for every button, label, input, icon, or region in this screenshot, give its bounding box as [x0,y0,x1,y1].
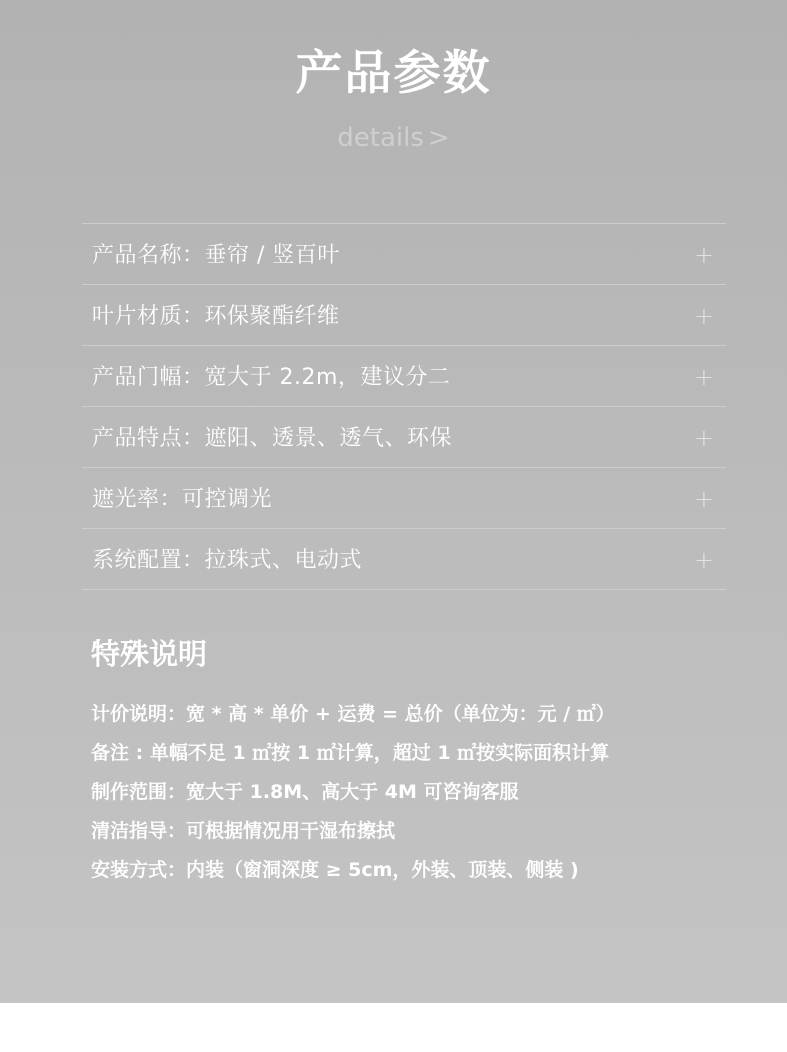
plus-icon[interactable]: + [693,363,714,391]
note-pricing: 计价说明：宽 * 高 * 单价 + 运费 = 总价（单位为：元 / ㎡） [91,703,615,725]
page-title: 产品参数 [295,46,492,101]
chevron-right-icon: > [427,123,450,153]
plus-icon[interactable]: + [693,302,714,330]
plus-icon[interactable]: + [693,241,714,269]
note-cleaning: 清洁指导：可根据情况用干湿布擦拭 [91,820,396,842]
spec-label: 遮光率：可控调光 [92,487,273,512]
spec-label: 叶片材质：环保聚酯纤维 [92,304,340,329]
details-subtitle [0,120,787,156]
note-installation: 安装方式：内装（窗洞深度 ≥ 5cm，外装、顶装、侧装 ) [91,859,579,881]
spec-row-system[interactable] [82,529,726,590]
spec-label: 产品门幅：宽大于 2.2m，建议分二 [92,365,451,390]
plus-icon[interactable]: + [693,424,714,452]
spec-row-name[interactable] [82,224,726,285]
note-remark: 备注 : 单幅不足 1 ㎡按 1 ㎡计算，超过 1 ㎡按实际面积计算 [91,742,610,764]
spec-label: 产品特点：遮阳、透景、透气、环保 [92,426,453,451]
spec-row-material[interactable] [82,285,726,346]
special-notes-list [91,697,751,892]
spec-row-shading[interactable] [82,468,726,529]
details-label: details [337,123,424,153]
spec-row-features[interactable] [82,407,726,468]
spec-label: 系统配置：拉珠式、电动式 [92,548,363,573]
special-notes-title: 特殊说明 [91,637,208,671]
plus-icon[interactable]: + [693,546,714,574]
spec-list [82,223,726,590]
spec-label: 产品名称：垂帘 / 竖百叶 [92,243,340,268]
plus-icon[interactable]: + [693,485,714,513]
spec-row-width[interactable] [82,346,726,407]
note-size-range: 制作范围：宽大于 1.8M、高大于 4M 可咨询客服 [91,781,519,803]
